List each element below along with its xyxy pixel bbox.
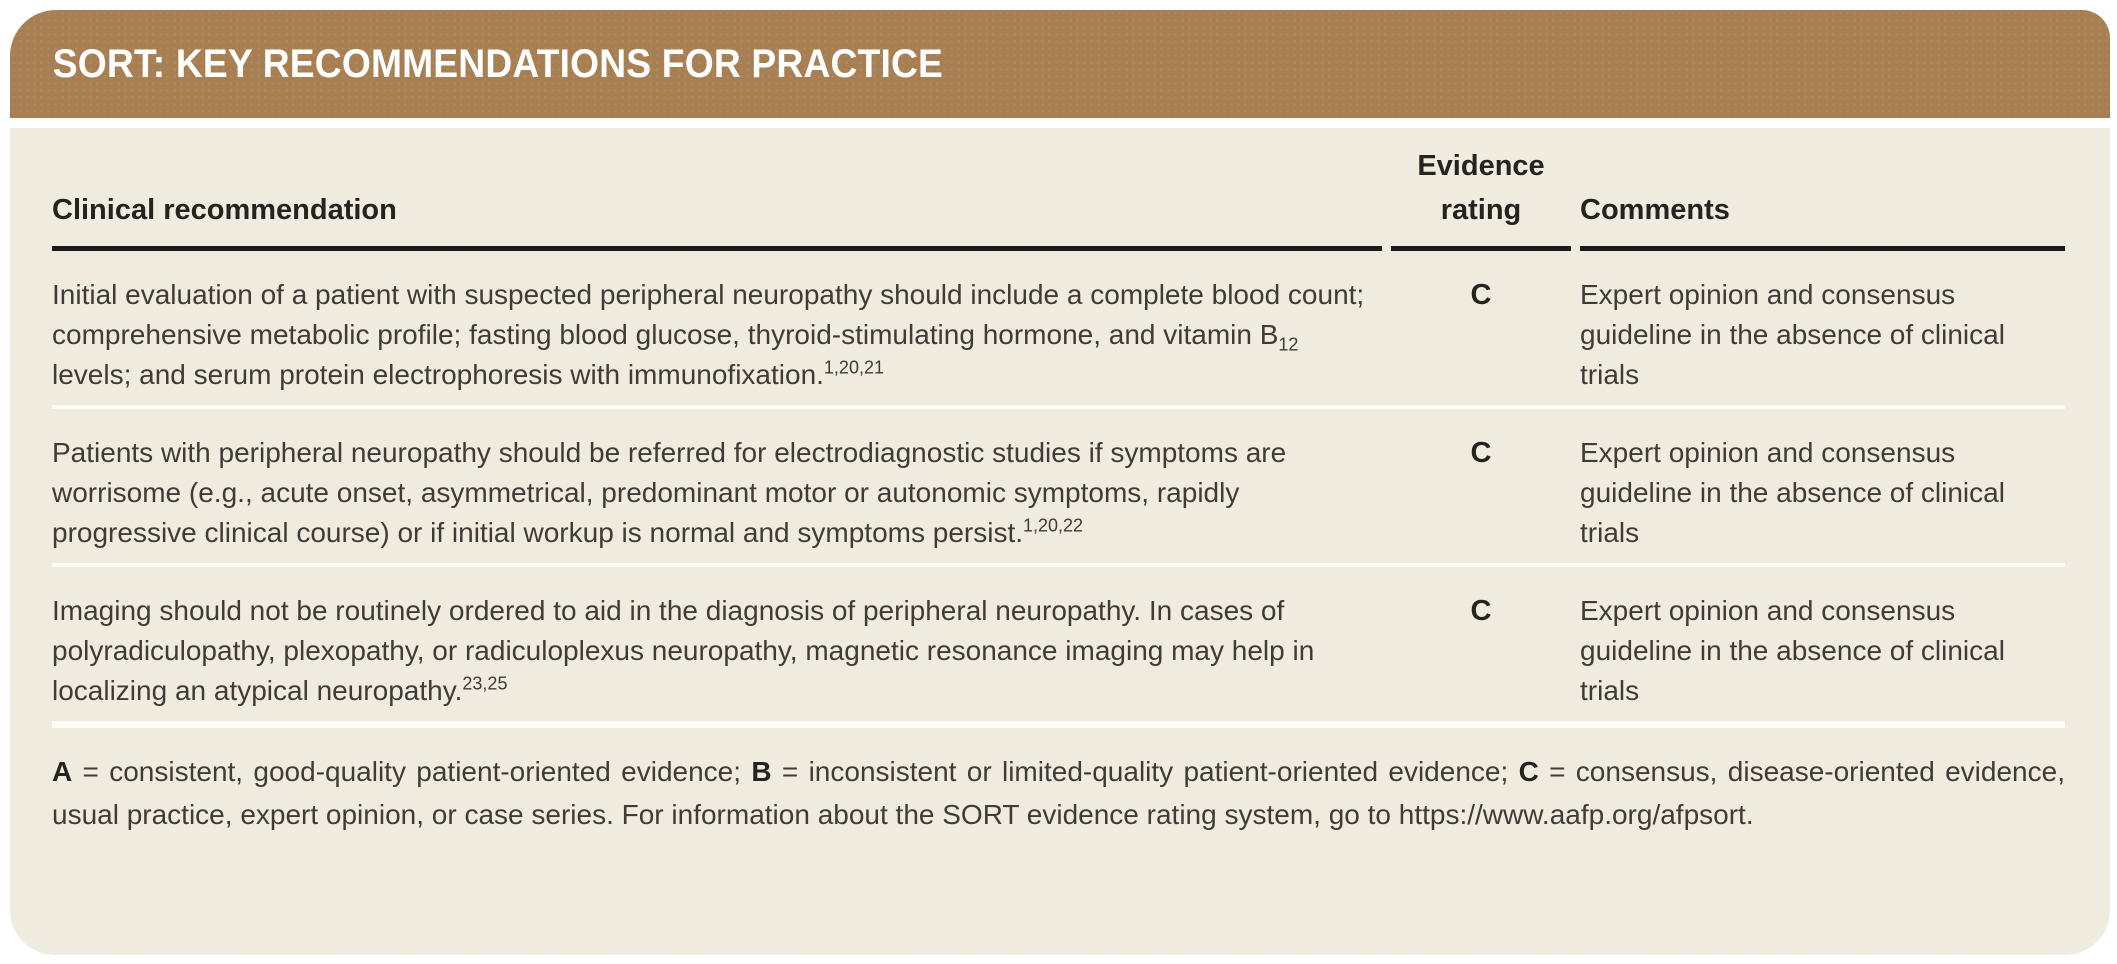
comments-text: Expert opinion and consensus guideline in the absence of clinical trials <box>1580 595 2005 706</box>
citation-superscript: 1,20,22 <box>1023 515 1084 536</box>
column-header-clinical-recommendation <box>52 144 1382 251</box>
column-header-evidence-rating-line1: Evidence <box>1417 150 1545 182</box>
recommendation-text-main: Patients with peripheral neuropathy should be referred for electrodiagnostic studies if symptoms are worrisome (e.g., acute onset, asymmetrical, predominant motor or autonomic symptoms, rapidly progressive clinical course) or if initial workup is normal and symptoms persist. <box>52 437 1287 548</box>
table-row <box>52 567 2065 728</box>
comments-text: Expert opinion and consensus guideline in the absence of clinical trials <box>1580 279 2005 390</box>
column-header-clinical-recommendation-label: Clinical recommendation <box>52 194 397 226</box>
footnote-key-a: A <box>52 756 73 787</box>
citation-superscript: 23,25 <box>462 673 508 694</box>
evidence-rating-value: C <box>1470 595 1492 627</box>
recommendation-text <box>52 591 1382 721</box>
recommendation-text-after-subscript: levels; and serum protein electrophoresis with immunofixation. <box>52 359 824 390</box>
column-header-comments <box>1580 144 2065 251</box>
table-body-panel <box>10 128 2110 955</box>
table-header-bar <box>10 10 2110 118</box>
sort-footnote <box>52 728 2065 836</box>
recommendation-text <box>52 433 1382 563</box>
column-header-comments-label: Comments <box>1580 194 1730 226</box>
column-header-evidence-rating <box>1391 144 1571 251</box>
footnote-text-a: = consistent, good-quality patient-oriented evidence; <box>72 756 752 787</box>
table-column-header-row <box>52 128 2065 251</box>
footnote-text-c: = consensus, disease-oriented evidence, usual practice, expert opinion, or case series. For information about the SORT evidence rating system, go to https://www.aafp.org/afpsort. <box>52 756 2065 830</box>
comments-text: Expert opinion and consensus guideline in the absence of clinical trials <box>1580 437 2005 548</box>
recommendation-text <box>52 275 1382 405</box>
table-row <box>52 409 2065 567</box>
table-row <box>52 251 2065 409</box>
footnote-text-b: = inconsistent or limited-quality patient-oriented evidence; <box>771 756 1519 787</box>
footnote-key-c: C <box>1518 756 1539 787</box>
evidence-rating-value: C <box>1470 279 1492 311</box>
recommendation-text-main: Imaging should not be routinely ordered to aid in the diagnosis of peripheral neuropathy. In cases of polyradiculopathy, plexopathy, or radiculoplexus neuropathy, magnetic resonance imaging may help in localizing an atypical neuropathy. <box>52 595 1315 706</box>
footnote-key-b: B <box>751 756 772 787</box>
evidence-rating-value: C <box>1470 437 1492 469</box>
column-header-evidence-rating-line2: rating <box>1440 194 1522 226</box>
citation-superscript: 1,20,21 <box>823 357 884 378</box>
page-title: SORT: KEY RECOMMENDATIONS FOR PRACTICE <box>52 41 944 86</box>
vitamin-b12-subscript: 12 <box>1278 334 1299 355</box>
recommendation-text-main: Initial evaluation of a patient with suspected peripheral neuropathy should include a complete blood count; comprehensive metabolic profile; fasting blood glucose, thyroid-stimulating hormone, and vitamin B <box>52 279 1365 350</box>
